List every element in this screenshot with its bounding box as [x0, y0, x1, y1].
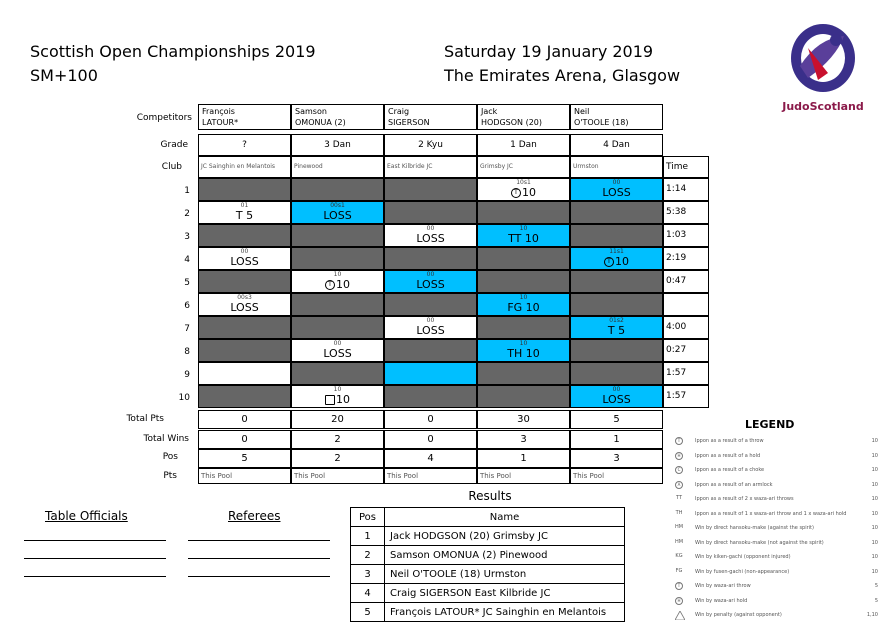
bout-cell [384, 362, 477, 385]
bout-result [199, 301, 290, 315]
bout-cell [384, 316, 477, 339]
bout-cell [570, 385, 663, 408]
logo-emblem-icon [778, 18, 868, 102]
results-row [351, 584, 625, 603]
legend-row [673, 567, 878, 581]
results-table [350, 507, 625, 622]
bout-cell [477, 293, 570, 316]
bout-cell [570, 316, 663, 339]
bout-result [478, 301, 569, 315]
bout-score: 00s1 [330, 202, 345, 209]
legend-description: Win by waza-ari hold [695, 597, 748, 604]
results-pos: 1 [351, 527, 385, 546]
bout-cell [198, 270, 291, 293]
bout-result [385, 278, 476, 292]
legend-row [673, 523, 878, 537]
bout-cell [198, 201, 291, 224]
bout-cell [570, 178, 663, 201]
legend-symbol-icon: A [675, 481, 683, 489]
competitor-header [570, 104, 663, 130]
legend-value: 10 [871, 525, 878, 531]
bout-result-text: T 5 [235, 209, 254, 222]
bout-cell [198, 316, 291, 339]
total-pts-cell: 0 [384, 410, 477, 429]
bout-result [292, 278, 383, 292]
competitor-surname: HODGSON (20) [481, 118, 542, 127]
legend-value: 10 [871, 438, 878, 444]
bout-result-text: 10 [336, 393, 350, 406]
legend-row [673, 494, 878, 508]
competitor-first-name: Jack [481, 107, 498, 116]
results-row [351, 546, 625, 565]
total-wins-cell: 0 [198, 430, 291, 449]
bout-cell [477, 339, 570, 362]
bout-number: 4 [184, 255, 190, 265]
results-pos: 5 [351, 603, 385, 622]
pos-cell: 5 [198, 449, 291, 468]
results-row [351, 565, 625, 584]
legend-description: Ippon as a result of a choke [695, 467, 765, 473]
competitor-first-name: François [202, 107, 235, 116]
signature-line [24, 540, 166, 541]
bout-number: 10 [178, 393, 190, 403]
bout-number: 9 [184, 370, 190, 380]
legend-row [673, 465, 878, 479]
bout-result-text: LOSS [602, 393, 631, 406]
bout-number: 2 [184, 209, 190, 219]
legend-description: Win by direct hansoku-make (not against the spirit) [695, 539, 824, 546]
bout-result-text: LOSS [230, 255, 259, 268]
bout-cell [570, 339, 663, 362]
pos-label: Pos [162, 452, 178, 462]
bout-score: 00s3 [237, 294, 252, 301]
legend-value: 10 [871, 496, 878, 502]
referees-title: Referees [228, 509, 281, 523]
time-header: Time [663, 156, 709, 178]
bout-cell [198, 293, 291, 316]
bout-result [292, 347, 383, 361]
bout-score: 00 [426, 271, 435, 278]
bout-result [571, 255, 662, 269]
bout-cell [291, 362, 384, 385]
legend-value: 10 [871, 510, 878, 517]
results-name: Samson OMONUA (2) Pinewood [385, 546, 625, 565]
legend-symbol-icon: KG [675, 553, 683, 559]
bout-result [478, 232, 569, 246]
bout-cell [198, 178, 291, 201]
legend-description: Win by kiken-gachi (opponent injured) [695, 554, 791, 560]
event-date: Saturday 19 January 2019 [444, 42, 654, 61]
signature-line [188, 540, 330, 541]
legend-description: Ippon as a result of an armlock [695, 481, 773, 488]
pts-cell: This Pool [198, 468, 291, 484]
legend-row [673, 451, 878, 465]
legend-symbol-icon: TT [675, 495, 683, 501]
bout-result-text: 10 [615, 255, 629, 268]
bout-number: 5 [184, 278, 190, 288]
bout-cell [198, 362, 291, 385]
bout-result-text: 10 [522, 186, 536, 199]
event-title: Scottish Open Championships 2019 [30, 42, 316, 61]
weight-category: SM+100 [30, 66, 98, 85]
competitor-surname: O'TOOLE (18) [574, 118, 629, 127]
bout-cell [477, 224, 570, 247]
legend-description: Win by penalty (against opponent) [695, 612, 782, 618]
pos-cell: 3 [570, 449, 663, 468]
bout-score: 10s1 [516, 179, 531, 186]
competitor-grade: 2 Kyu [384, 134, 477, 156]
legend-symbol-icon: T [675, 582, 683, 590]
competitor-header [384, 104, 477, 130]
legend-symbol-icon: HM [674, 538, 684, 545]
bout-cell [291, 270, 384, 293]
bout-result [199, 209, 290, 223]
throw-icon: T [511, 188, 521, 198]
bout-cell [198, 339, 291, 362]
results-row [351, 527, 625, 546]
competitor-first-name: Craig [388, 107, 410, 116]
results-name-header: Name [385, 508, 625, 527]
legend-description: Ippon as a result of 1 x waza-ari throw and 1 x waza-ari hold [695, 510, 847, 517]
throw-icon: T [604, 257, 614, 267]
bout-cell [384, 224, 477, 247]
throw-icon: T [325, 280, 335, 290]
total-wins-cell: 3 [477, 430, 570, 449]
bout-result [292, 393, 383, 407]
bout-score: 00 [426, 317, 435, 324]
bout-cell [477, 362, 570, 385]
total-wins-cell: 1 [570, 430, 663, 449]
results-pos: 4 [351, 584, 385, 603]
bout-cell [384, 293, 477, 316]
competitor-grade: 1 Dan [477, 134, 570, 156]
club-label: Club [161, 162, 182, 172]
bout-cell [570, 247, 663, 270]
legend-description: Win by fusen-gachi (non-appearance) [695, 568, 790, 575]
competitor-club: East Kilbride JC [384, 156, 477, 178]
results-name: Craig SIGERSON East Kilbride JC [385, 584, 625, 603]
bout-cell [291, 385, 384, 408]
bout-cell [291, 224, 384, 247]
legend-value: 10 [871, 568, 878, 575]
competitor-surname: OMONUA (2) [295, 118, 346, 127]
competitor-header [477, 104, 570, 130]
total-pts-cell: 20 [291, 410, 384, 429]
results-header-row [351, 508, 625, 527]
total-pts-label: Total Pts [126, 414, 164, 424]
legend-description: Ippon as a result of a hold [695, 452, 761, 459]
results-row [351, 603, 625, 622]
bout-time: 1:14 [663, 178, 709, 201]
bout-cell [570, 270, 663, 293]
bout-result [199, 255, 290, 269]
bout-cell [198, 224, 291, 247]
bout-cell [384, 247, 477, 270]
bout-score: 01s2 [609, 317, 624, 324]
bout-number: 1 [184, 186, 190, 196]
bout-cell [477, 201, 570, 224]
legend-value: 10 [871, 467, 878, 473]
bout-result-text: T 5 [607, 324, 626, 337]
bout-number: 3 [184, 232, 190, 242]
results-name: Jack HODGSON (20) Grimsby JC [385, 527, 625, 546]
results-name: Neil O'TOOLE (18) Urmston [385, 565, 625, 584]
bout-result [478, 186, 569, 200]
legend-symbol-icon [675, 611, 683, 619]
bout-score: 10 [519, 294, 528, 301]
bout-cell [477, 270, 570, 293]
bout-cell [570, 201, 663, 224]
bout-cell [291, 316, 384, 339]
competitor-header [291, 104, 384, 130]
bout-cell [291, 247, 384, 270]
legend-row [673, 552, 878, 566]
legend-value: 1,10 [866, 612, 878, 618]
bout-time: 5:38 [663, 201, 709, 224]
bout-cell [198, 385, 291, 408]
legend-value: 5 [874, 583, 878, 589]
legend-description: Ippon as a result of 2 x waza-ari throws [695, 496, 794, 502]
legend-row [673, 581, 878, 595]
bout-score: 00 [426, 225, 435, 232]
bout-cell [477, 247, 570, 270]
total-pts-cell: 5 [570, 410, 663, 429]
legend-symbol-icon: TH [675, 509, 683, 516]
results-pos: 2 [351, 546, 385, 565]
bout-cell [570, 293, 663, 316]
bout-cell [291, 339, 384, 362]
bout-number: 6 [184, 301, 190, 311]
bout-time: 2:19 [663, 247, 709, 270]
legend-row [673, 538, 878, 552]
event-venue: The Emirates Arena, Glasgow [444, 66, 681, 85]
competitor-club: JC Sainghin en Melantois [198, 156, 291, 178]
bout-cell [384, 270, 477, 293]
results-pos: 3 [351, 565, 385, 584]
bout-time: 0:47 [663, 270, 709, 293]
legend-row [673, 610, 878, 624]
total-pts-cell: 30 [477, 410, 570, 429]
bout-cell [384, 201, 477, 224]
legend-description: Ippon as a result of a throw [695, 438, 764, 444]
total-wins-label: Total Wins [143, 434, 189, 444]
bout-score: 11s1 [609, 248, 624, 255]
legend-symbol-icon: H [675, 452, 683, 460]
signature-line [24, 576, 166, 577]
competitor-grade: 4 Dan [570, 134, 663, 156]
bout-score: 00 [612, 179, 621, 186]
legend-symbol-icon: H [675, 597, 683, 605]
pts-cell: This Pool [291, 468, 384, 484]
bout-cell [384, 339, 477, 362]
bout-result-text: LOSS [323, 209, 352, 222]
bout-time: 1:57 [663, 362, 709, 385]
bout-result [571, 324, 662, 338]
pts-cell: This Pool [570, 468, 663, 484]
results-name: François LATOUR* JC Sainghin en Melantois [385, 603, 625, 622]
bout-result-text: FG 10 [507, 301, 540, 314]
bout-time: 1:03 [663, 224, 709, 247]
legend-symbol-icon: T [675, 437, 683, 445]
signature-line [24, 558, 166, 559]
signature-line [188, 576, 330, 577]
bout-time [663, 293, 709, 316]
legend-value: 10 [871, 481, 878, 488]
bout-cell [198, 247, 291, 270]
bout-score: 10 [519, 340, 528, 347]
bout-score: 10 [333, 386, 342, 393]
bout-result [571, 186, 662, 200]
pos-cell: 2 [291, 449, 384, 468]
competitor-grade: 3 Dan [291, 134, 384, 156]
grade-label: Grade [160, 140, 188, 150]
bout-result [571, 393, 662, 407]
bout-result-text: LOSS [416, 278, 445, 291]
bout-score: 00 [333, 340, 342, 347]
logo-text: JudoScotland [782, 100, 864, 113]
bout-result [385, 232, 476, 246]
bout-score: 00 [240, 248, 249, 255]
bout-cell [477, 316, 570, 339]
results-title: Results [468, 489, 512, 503]
bout-score: 00 [612, 386, 621, 393]
bout-result [385, 324, 476, 338]
competitor-club: Pinewood [291, 156, 384, 178]
bout-result-text: LOSS [602, 186, 631, 199]
bout-time: 0:27 [663, 339, 709, 362]
bout-result-text: LOSS [416, 324, 445, 337]
bout-cell [570, 362, 663, 385]
bout-cell [291, 178, 384, 201]
legend-value: 10 [871, 452, 878, 459]
legend-row [673, 436, 878, 450]
legend-symbol-icon: HM [674, 524, 684, 530]
bout-result-text: LOSS [323, 347, 352, 360]
bout-number: 8 [184, 347, 190, 357]
bout-result-text: TH 10 [507, 347, 540, 360]
bout-time: 1:57 [663, 385, 709, 408]
bout-number: 7 [184, 324, 190, 334]
bout-time: 4:00 [663, 316, 709, 339]
results-pos-header: Pos [351, 508, 385, 527]
legend-description: Win by waza-ari throw [695, 583, 751, 589]
legend-symbol-icon: FG [675, 567, 683, 574]
bout-result [292, 209, 383, 223]
competitor-surname: LATOUR* [202, 118, 239, 127]
pos-cell: 4 [384, 449, 477, 468]
bout-result [478, 347, 569, 361]
total-pts-cell: 0 [198, 410, 291, 429]
legend-description: Win by direct hansoku-make (against the spirit) [695, 525, 814, 531]
legend-row [673, 596, 878, 610]
signature-line [188, 558, 330, 559]
competitor-club: Urmston [570, 156, 663, 178]
bout-cell [291, 201, 384, 224]
legend-title: LEGEND [745, 418, 795, 431]
pts-cell: This Pool [384, 468, 477, 484]
legend-value: 10 [871, 539, 878, 546]
bout-result-text: 10 [336, 278, 350, 291]
bout-cell [477, 178, 570, 201]
bout-cell [291, 293, 384, 316]
competitor-header [198, 104, 291, 130]
legend-value: 10 [871, 554, 878, 560]
pts-cell: This Pool [477, 468, 570, 484]
legend-row [673, 480, 878, 494]
competitor-first-name: Samson [295, 107, 327, 116]
bout-score: 01 [240, 202, 249, 209]
bout-score: 10 [333, 271, 342, 278]
bout-result-text: LOSS [230, 301, 259, 314]
competitors-label: Competitors [136, 113, 192, 123]
pts-label: Pts [163, 471, 177, 481]
competitor-grade: ? [198, 134, 291, 156]
table-officials-title: Table Officials [45, 509, 128, 523]
bout-score: 10 [519, 225, 528, 232]
bout-cell [384, 178, 477, 201]
competitor-first-name: Neil [574, 107, 590, 116]
bout-cell [570, 224, 663, 247]
bout-result-text: LOSS [416, 232, 445, 245]
hansoku-icon [325, 395, 335, 405]
pos-cell: 1 [477, 449, 570, 468]
legend-symbol-icon: C [675, 466, 683, 474]
legend-row [673, 509, 878, 523]
competitor-surname: SIGERSON [388, 118, 430, 127]
total-wins-cell: 0 [384, 430, 477, 449]
competitor-club: Grimsby JC [477, 156, 570, 178]
bout-cell [384, 385, 477, 408]
bout-result-text: TT 10 [508, 232, 539, 245]
bout-cell [477, 385, 570, 408]
legend-value: 5 [874, 597, 878, 604]
total-wins-cell: 2 [291, 430, 384, 449]
